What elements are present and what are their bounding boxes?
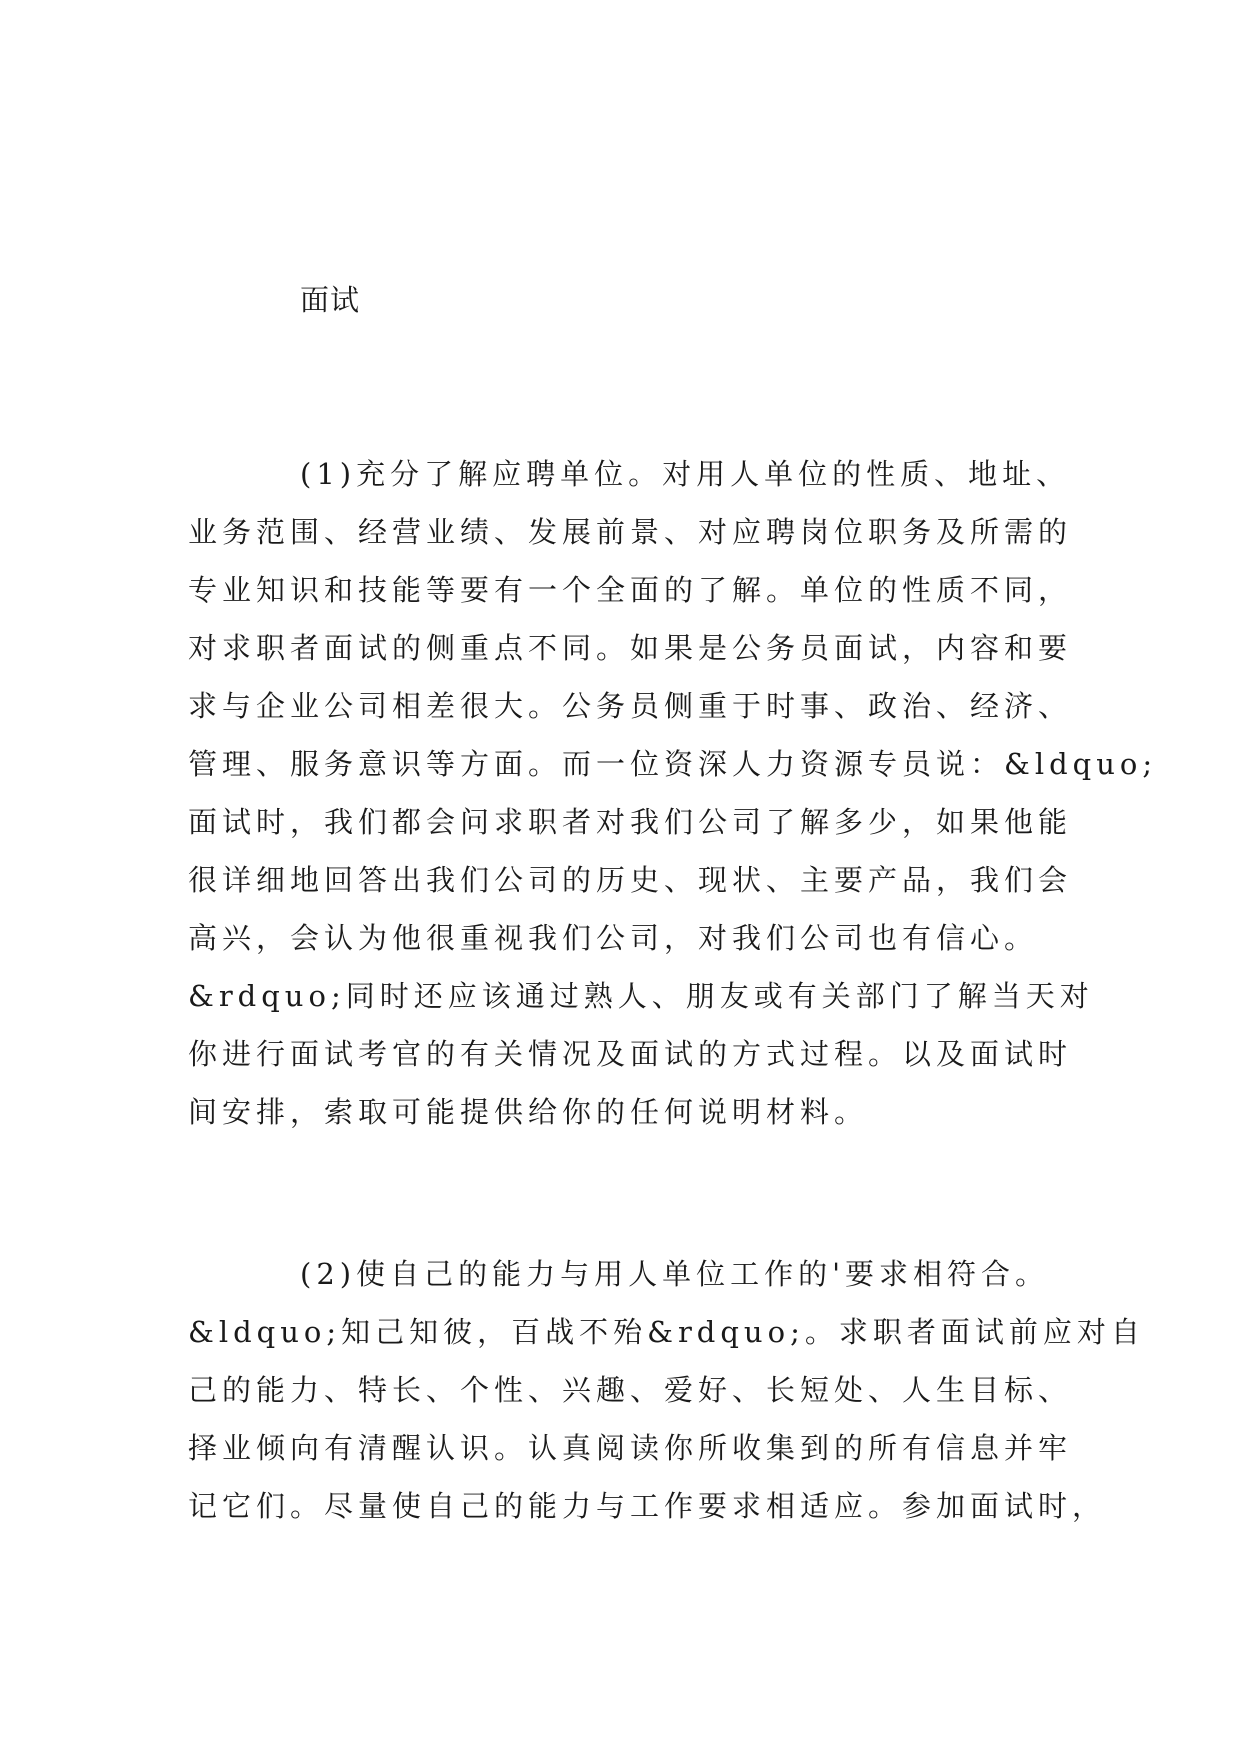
paragraph-line: &ldquo;知己知彼，百战不殆&rdquo;。求职者面试前应对自 (188, 1315, 1145, 1349)
paragraph-line: 很详细地回答出我们公司的历史、现状、主要产品，我们会 (188, 863, 1073, 897)
paragraph-line: &rdquo;同时还应该通过熟人、朋友或有关部门了解当天对 (188, 979, 1094, 1013)
paragraph-line: 择业倾向有清醒认识。认真阅读你所收集到的所有信息并牢 (188, 1431, 1073, 1465)
paragraph-line: 间安排，索取可能提供给你的任何说明材料。 (188, 1095, 869, 1129)
paragraph-line: 管理、服务意识等方面。而一位资深人力资源专员说：&ldquo; (188, 747, 1158, 781)
paragraph-line: 对求职者面试的侧重点不同。如果是公务员面试，内容和要 (188, 631, 1073, 665)
paragraph-line: 己的能力、特长、个性、兴趣、爱好、长短处、人生目标、 (188, 1373, 1073, 1407)
paragraph-line: 专业知识和技能等要有一个全面的了解。单位的性质不同， (188, 573, 1073, 607)
paragraph-self-assessment (188, 1245, 1145, 1535)
paragraph-line: 面试时，我们都会问求职者对我们公司了解多少，如果他能 (188, 805, 1073, 839)
paragraph-line: 求与企业公司相差很大。公务员侧重于时事、政治、经济、 (188, 689, 1073, 723)
paragraph-line: 记它们。尽量使自己的能力与工作要求相适应。参加面试时， (188, 1489, 1107, 1523)
paragraph-line: 业务范围、经营业绩、发展前景、对应聘岗位职务及所需的 (188, 515, 1073, 549)
page-title: 面试 (300, 283, 361, 317)
paragraph-line: (2)使自己的能力与用人单位工作的'要求相符合。 (300, 1257, 1050, 1291)
paragraph-company-research (188, 445, 1158, 1141)
paragraph-line: 你进行面试考官的有关情况及面试的方式过程。以及面试时 (188, 1037, 1073, 1071)
paragraph-line: 高兴，会认为他很重视我们公司，对我们公司也有信心。 (188, 921, 1039, 955)
paragraph-line: (1)充分了解应聘单位。对用人单位的性质、地址、 (300, 457, 1071, 491)
